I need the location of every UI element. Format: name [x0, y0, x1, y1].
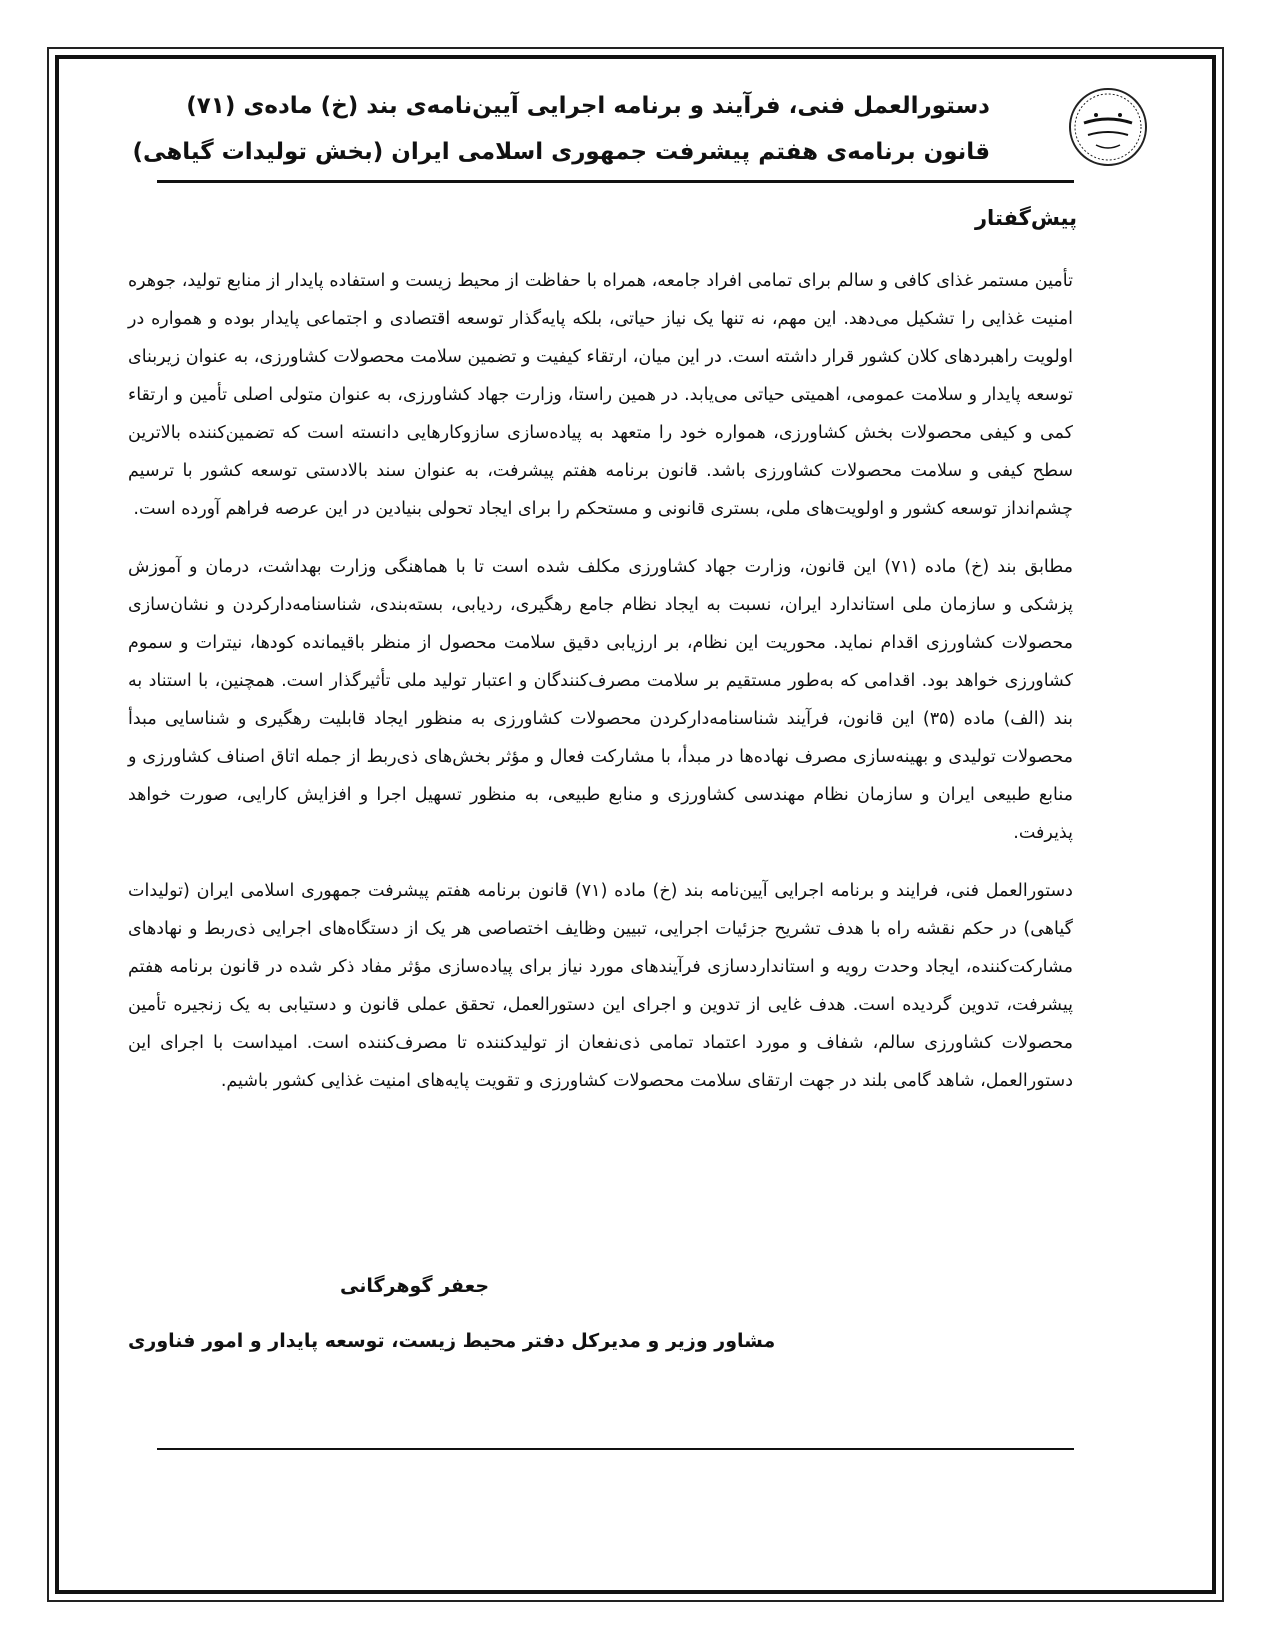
header-title-line-1: دستورالعمل فنی، فرآیند و برنامه اجرایی آیین‌نامه‌ی بند (خ) ماده‌ی (۷۱): [186, 93, 990, 119]
header-divider: [157, 180, 1074, 183]
preface-paragraph-1: تأمین مستمر غذای کافی و سالم برای تمامی افراد جامعه، همراه با حفاظت از محیط زیست و استفاده پایدار از منابع تولید، جوهره امنیت غذایی را تشکیل می‌دهد. این مهم، نه تنها یک نیاز حیاتی، بلکه پایه‌گذار توسعه اقتصادی و اجتماعی پایدار بوده و همواره در اولویت راهبردهای کلان کشور قرار داشته است. در این میان، ارتقاء کیفیت و تضمین سلامت محصولات کشاورزی، به عنوان زیربنای توسعه پایدار و سلامت عمومی، اهمیتی حیاتی می‌یابد. در همین راستا، وزارت جهاد کشاورزی، به عنوان متولی اصلی تأمین و ارتقاء کمی و کیفی محصولات بخش کشاورزی، همواره خود را متعهد به پیاده‌سازی سازوکارهایی دانسته است که تضمین‌کننده بالاترین سطح کیفی و سلامت محصولات کشاورزی باشد. قانون برنامه هفتم پیشرفت، به عنوان سند بالادستی توسعه کشور با ترسیم چشم‌انداز توسعه کشور و اولویت‌های ملی، بستری قانونی و مستحکم را برای ایجاد تحولی بنیادین در این عرصه فراهم آورده است.: [128, 271, 1073, 519]
ministry-logo-icon: [1066, 85, 1150, 169]
preface-paragraph-2: مطابق بند (خ) ماده (۷۱) این قانون، وزارت جهاد کشاورزی مکلف شده است تا با هماهنگی وزارت بهداشت، درمان و آموزش پزشکی و سازمان ملی استاندارد ایران، نسبت به ایجاد نظام جامع رهگیری، ردیابی، بسته‌بندی، شناسنامه‌دارکردن و نشان‌سازی محصولات کشاورزی اقدام نماید. محوریت این نظام، بر ارزیابی دقیق سلامت محصول از منظر باقیمانده کودها، نیترات و سموم کشاورزی خواهد بود. اقدامی که به‌طور مستقیم بر سلامت مصرف‌کنندگان و اعتبار تولید ملی تأثیرگذار است. همچنین، با استناد به بند (الف) ماده (۳۵) این قانون، فرآیند شناسنامه‌دارکردن محصولات کشاورزی به منظور ایجاد قابلیت رهگیری و شناسایی مبدأ محصولات تولیدی و بهینه‌سازی مصرف نهاده‌ها در مبدأ، با مشارکت فعال و مؤثر بخش‌های ذی‌ربط از جمله اتاق اصناف کشاورزی و منابع طبیعی ایران و سازمان نظام مهندسی کشاورزی و منابع طبیعی، به منظور تسهیل اجرا و افزایش کارایی، صورت خواهد پذیرفت.: [128, 557, 1073, 843]
signer-title: مشاور وزیر و مدیرکل دفتر محیط زیست، توسعه پایدار و امور فناوری: [128, 1330, 776, 1352]
footer-divider: [157, 1448, 1074, 1450]
preface-heading: پیش‌گفتار: [974, 206, 1077, 230]
header-title-line-2: قانون برنامه‌ی هفتم پیشرفت جمهوری اسلامی ایران (بخش تولیدات گیاهی): [132, 139, 990, 165]
document-header: [132, 75, 1150, 185]
header-titles: [132, 83, 990, 175]
preface-paragraph-3: دستورالعمل فنی، فرایند و برنامه اجرایی آیین‌نامه بند (خ) ماده (۷۱) قانون برنامه هفتم پیشرفت جمهوری اسلامی ایران (تولیدات گیاهی) در حکم نقشه راه با هدف تشریح جزئیات اجرایی، تبیین وظایف اختصاصی هر یک از دستگاه‌های اجرایی ذی‌ربط و نهادهای مشارکت‌کننده، ایجاد وحدت رویه و استانداردسازی فرآیندهای مورد نیاز برای پیاده‌سازی مؤثر مفاد ذکر شده در قانون برنامه هفتم پیشرفت، تدوین گردیده است. هدف غایی از تدوین و اجرای این دستورالعمل، تحقق عملی قانون و دستیابی به یک زنجیره تأمین محصولات کشاورزی سالم، شفاف و مورد اعتماد تمامی ذی‌نفعان از تولیدکننده تا مصرف‌کننده است. امیداست با اجرای این دستورالعمل، شاهد گامی بلند در جهت ارتقای سلامت محصولات کشاورزی و تقویت پایه‌های امنیت غذایی کشور باشیم.: [128, 881, 1073, 1091]
preface-body: [128, 262, 1073, 1120]
signer-name: جعفر گوهرگانی: [340, 1275, 490, 1297]
